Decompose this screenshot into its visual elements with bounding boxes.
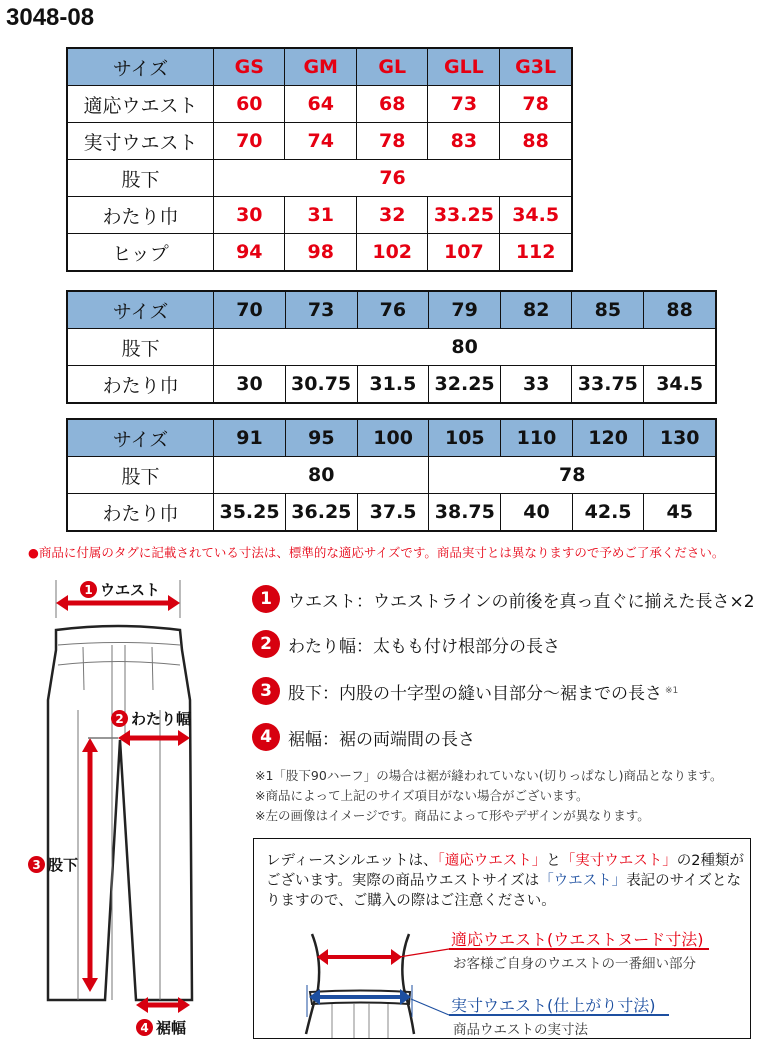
- cell: 78: [500, 86, 572, 123]
- cell: 38.75: [429, 494, 501, 532]
- number-badge: 1: [252, 585, 280, 613]
- cell: 60: [214, 86, 285, 123]
- row-label: 実寸ウエスト: [67, 123, 214, 160]
- cell: 80: [214, 329, 716, 366]
- legend-item: [252, 585, 755, 613]
- header-cell: 105: [429, 419, 501, 457]
- note: ※1「股下90ハーフ」の場合は裾が縫われていない(切りっぱなし)商品となります。: [255, 768, 723, 783]
- table-row: [67, 457, 716, 494]
- header-cell: GM: [285, 48, 356, 86]
- row-label: わたり巾: [67, 366, 214, 404]
- cell: 64: [285, 86, 356, 123]
- size-notice: ●商品に付属のタグに記載されている寸法は、標準的な適応サイズです。商品実寸とは異なりますので予めご了承ください。: [28, 545, 725, 560]
- table-row: [67, 329, 716, 366]
- legend-item: [252, 723, 475, 751]
- cell: 102: [356, 234, 428, 272]
- diagram-waist-label: [80, 579, 160, 600]
- header-cell: 73: [285, 291, 357, 329]
- actual-waist-label: 実寸ウエスト(仕上がり寸法): [451, 996, 656, 1015]
- pants-diagram: [0, 570, 250, 1059]
- cell: 80: [214, 457, 429, 494]
- product-code: 3048-08: [6, 4, 95, 31]
- diagram-inseam-label: [28, 854, 78, 875]
- ladies-waist-info-box: [253, 838, 751, 1039]
- table-row: [67, 160, 572, 197]
- row-label: わたり巾: [67, 494, 214, 532]
- fit-waist-desc: お客様ご自身のウエストの一番細い部分: [453, 956, 696, 972]
- table-row: [67, 86, 572, 123]
- cell: 98: [285, 234, 356, 272]
- header-cell: サイズ: [67, 419, 214, 457]
- row-label: 適応ウエスト: [67, 86, 214, 123]
- cell: 94: [214, 234, 285, 272]
- header-cell: 120: [572, 419, 644, 457]
- cell: 33.75: [572, 366, 644, 404]
- cell: 34.5: [644, 366, 716, 404]
- cell: 45: [644, 494, 716, 532]
- header-cell: GL: [356, 48, 428, 86]
- cell: 31.5: [357, 366, 429, 404]
- cell: 32.25: [429, 366, 501, 404]
- actual-waist-desc: 商品ウエストの実寸法: [453, 1022, 588, 1038]
- cell: 33.25: [428, 197, 500, 234]
- cell: 73: [428, 86, 500, 123]
- cell: 70: [214, 123, 285, 160]
- table-row: [67, 366, 716, 404]
- table-row: [67, 494, 716, 532]
- diagram-hem-label: [136, 1017, 186, 1038]
- number-badge: 4: [252, 723, 280, 751]
- legend-text: ウエスト：ウエストラインの前後を真っ直ぐに揃えた長さ×2: [288, 591, 755, 612]
- cell: 40: [501, 494, 573, 532]
- cell: 76: [214, 160, 572, 197]
- size-table-2: [66, 290, 717, 404]
- header-cell: サイズ: [67, 48, 214, 86]
- footnote-mark: ※1: [665, 686, 679, 696]
- header-cell: サイズ: [67, 291, 214, 329]
- cell: 35.25: [214, 494, 286, 532]
- number-badge: 2: [252, 630, 280, 658]
- legend-item: [252, 677, 678, 705]
- legend-text: 股下：内股の十字型の縫い目部分～裾までの長さ: [288, 683, 662, 704]
- cell: 68: [356, 86, 428, 123]
- cell: 107: [428, 234, 500, 272]
- diagram-thigh-label: [111, 708, 191, 729]
- table-row: [67, 197, 572, 234]
- cell: 30.75: [285, 366, 357, 404]
- header-cell: 85: [572, 291, 644, 329]
- legend-text: わたり幅：太もも付け根部分の長さ: [288, 636, 560, 657]
- header-cell: 130: [644, 419, 716, 457]
- label-text: ウエスト: [100, 581, 161, 599]
- number-badge: 3: [252, 677, 280, 705]
- legend-item: [252, 630, 560, 658]
- row-label: 股下: [67, 160, 214, 197]
- row-label: 股下: [67, 329, 214, 366]
- size-table-3: [66, 418, 717, 532]
- row-label: 股下: [67, 457, 214, 494]
- note: ※左の画像はイメージです。商品によって形やデザインが異なります。: [255, 808, 650, 823]
- label-text: わたり幅: [131, 710, 192, 728]
- header-cell: 100: [357, 419, 429, 457]
- header-cell: 110: [501, 419, 573, 457]
- cell: 78: [356, 123, 428, 160]
- header-cell: GLL: [428, 48, 500, 86]
- cell: 37.5: [357, 494, 429, 532]
- cell: 78: [429, 457, 716, 494]
- number-badge: 4: [136, 1019, 153, 1036]
- header-cell: GS: [214, 48, 285, 86]
- row-label: ヒップ: [67, 234, 214, 272]
- note: ※商品によって上記のサイズ項目がない場合がございます。: [255, 788, 589, 803]
- cell: 42.5: [572, 494, 644, 532]
- fit-waist-label: 適応ウエスト(ウエストヌード寸法): [451, 930, 704, 949]
- size-table-1: [66, 47, 573, 272]
- row-label: わたり巾: [67, 197, 214, 234]
- header-cell: G3L: [500, 48, 572, 86]
- table-row: [67, 234, 572, 272]
- number-badge: 3: [28, 856, 45, 873]
- label-text: 裾幅: [156, 1019, 187, 1037]
- cell: 36.25: [285, 494, 357, 532]
- cell: 112: [500, 234, 572, 272]
- cell: 34.5: [500, 197, 572, 234]
- cell: 32: [356, 197, 428, 234]
- header-cell: 91: [214, 419, 286, 457]
- cell: 31: [285, 197, 356, 234]
- number-badge: 2: [111, 710, 128, 727]
- label-text: 股下: [48, 856, 79, 874]
- cell: 88: [500, 123, 572, 160]
- cell: 74: [285, 123, 356, 160]
- header-cell: 70: [214, 291, 285, 329]
- cell: 30: [214, 197, 285, 234]
- header-cell: 79: [429, 291, 501, 329]
- cell: 30: [214, 366, 285, 404]
- legend-text: 裾幅：裾の両端間の長さ: [288, 729, 475, 750]
- cell: 83: [428, 123, 500, 160]
- cell: 33: [501, 366, 572, 404]
- header-cell: 95: [285, 419, 357, 457]
- header-cell: 82: [501, 291, 572, 329]
- table-row: [67, 123, 572, 160]
- number-badge: 1: [80, 581, 97, 598]
- header-cell: 76: [357, 291, 429, 329]
- info-text: レディースシルエットは、「適応ウエスト」と「実寸ウエスト」の2種類がございます。実際の商品ウエストサイズは「ウエスト」表記のサイズとなりますので、ご購入の際はご注意ください。: [266, 853, 744, 909]
- header-cell: 88: [644, 291, 716, 329]
